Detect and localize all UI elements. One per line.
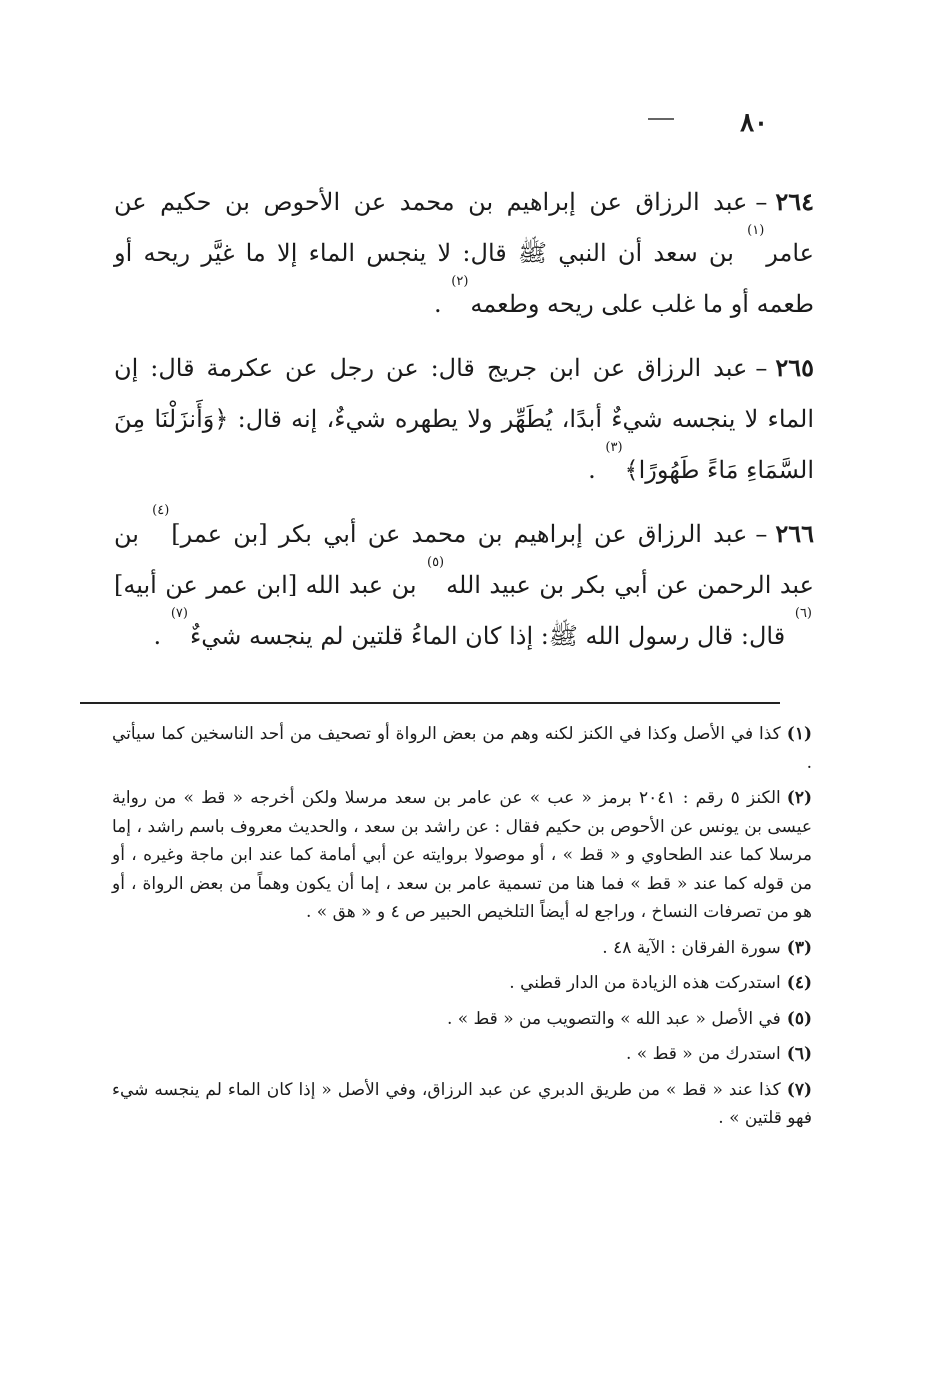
footnote-7	[112, 1076, 812, 1133]
footnote-ref[interactable]: (٣)	[605, 440, 623, 455]
hadith-text: عبد الرزاق عن إبراهيم بن محمد عن أبي بكر [بن عمر]	[171, 520, 748, 548]
hadith-number: ٢٦٥	[775, 353, 814, 382]
footnote-2	[112, 784, 812, 927]
footnote-1	[112, 720, 812, 777]
footnote-text: كذا عند « قط » من طريق الدبري عن عبد الرزاق، وفي الأصل « إذا كان الماء لم ينجسه شيء فهو قلتين » .	[112, 1079, 812, 1128]
footnote-number: (٧)	[786, 1079, 812, 1100]
footnote-number: (٢)	[786, 788, 812, 808]
hadith-264	[114, 176, 814, 330]
hadith-number: ٢٦٤	[775, 187, 814, 216]
hadith-text: عبد الرزاق عن ابن جريج قال: عن رجل عن عكرمة قال: إن الماء لا ينجسه شيءٌ أبدًا، يُطَهِّر ولا يطهره شيءٌ، إنه قال: ﴿وَأَنزَلْنَا مِنَ السَّمَاءِ مَاءً طَهُورًا﴾	[114, 354, 814, 484]
footnote-3	[112, 934, 812, 963]
page-number: ٨٠	[740, 108, 768, 138]
separator: –	[755, 520, 768, 548]
main-text	[114, 176, 814, 674]
footnote-4	[112, 969, 812, 998]
hadith-text: بن سعد أن النبي ﷺ قال: لا ينجس الماء إلا ما غيَّر ريحه أو طعمه أو ما غلب على ريحه وطعمه	[114, 239, 814, 318]
footnote-number: (١)	[786, 724, 812, 744]
footnote-text: استدركت هذه الزيادة من الدار قطني .	[509, 973, 781, 993]
footnote-number: (٥)	[786, 1008, 812, 1029]
hadith-text: .	[588, 456, 596, 484]
separator: –	[755, 188, 768, 216]
footnote-ref[interactable]: (٢)	[451, 274, 469, 289]
separator: –	[755, 354, 768, 382]
header-dash	[648, 118, 674, 120]
footnote-separator-line	[80, 702, 780, 704]
hadith-265	[114, 342, 814, 496]
footnote-6	[112, 1040, 812, 1069]
footnote-number: (٦)	[786, 1044, 812, 1064]
hadith-text: عبد الرزاق عن إبراهيم بن محمد عن الأحوص بن حكيم عن عامر	[114, 188, 814, 267]
hadith-text: قال: قال رسول الله ﷺ: إذا كان الماءُ قلتين لم ينجسه شيءٌ	[189, 622, 786, 650]
footnote-text: في الأصل « عبد الله » والتصويب من « قط » .	[446, 1008, 781, 1029]
footnotes	[112, 720, 812, 1140]
hadith-266	[114, 503, 814, 662]
hadith-number: ٢٦٦	[775, 519, 814, 548]
footnote-5	[112, 1005, 812, 1034]
hadith-text: .	[433, 290, 442, 318]
footnote-number: (٣)	[786, 937, 812, 958]
footnote-number: (٤)	[786, 973, 812, 993]
footnote-text: سورة الفرقان : الآية ٤٨ .	[602, 937, 781, 958]
footnote-ref[interactable]: (١)	[747, 223, 765, 238]
hadith-text: بن عبد الله [ابن عمر عن أبيه]	[114, 571, 417, 599]
footnote-ref[interactable]: (٥)	[426, 555, 445, 570]
hadith-text: بن عبد الرحمن عن أبي بكر بن عبيد الله	[114, 520, 814, 599]
footnote-text: استدرك من « قط » .	[625, 1044, 781, 1064]
hadith-text: .	[153, 622, 162, 650]
footnote-text: الكنز ٥ رقم : ٢٠٤١ برمز « عب » عن عامر بن سعد مرسلا ولكن أخرجه « قط » من رواية عيسى بن يونس عن الأحوص بن حكيم فقال : عن راشد بن سعد ، والحديث معروف باسم راشد ، إما مرسلا كما عند الطحاوي و « قط » ، أو موصولا بروايته عن أبي أمامة كما عند ابن ماجة وغيره ، أو من قوله كما عند « قط » فما هنا من تسمية عامر بن سعد ، إما أن يكون وهماً من بعض الرواة ، أو هو من تصرفات النساخ ، وراجع له أيضاً التلخيص الحبير ص ٤ و « هق » .	[112, 788, 812, 922]
footnote-ref[interactable]: (٤)	[152, 503, 170, 518]
footnote-text: كذا في الأصل وكذا في الكنز لكنه وهم من بعض الرواة أو تصحيف من أحد الناسخين كما سيأتي .	[112, 724, 812, 773]
footnote-ref[interactable]: (٧)	[170, 606, 188, 621]
footnote-ref[interactable]: (٦)	[794, 606, 812, 621]
